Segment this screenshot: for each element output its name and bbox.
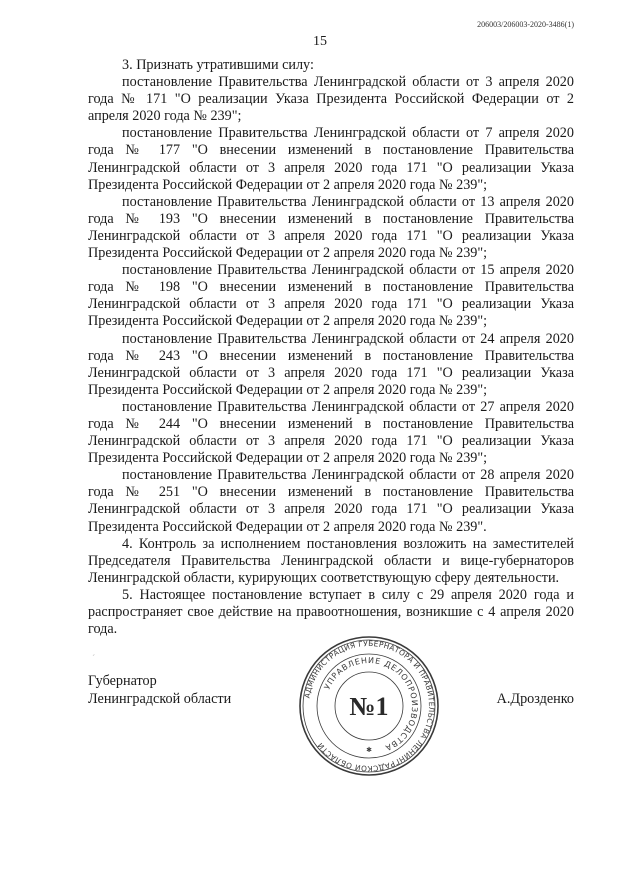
- signatory-title-line1: Губернатор: [88, 673, 157, 689]
- repealed-resolution-244: постановление Правительства Ленинградской области от 27 апреля 2020 года № 244 "О внесении изменений в постановление Правительства Ленинградской области от 3 апреля 2020 года 171 "О реализации Указа Президента Российской Федерации от 2 апреля 2020 года № 239";: [88, 398, 574, 467]
- official-seal: [298, 635, 440, 777]
- repealed-resolution-171: постановление Правительства Ленинградской области от 3 апреля 2020 года № 171 "О реализации Указа Президента Российской Федерации от 2 апреля 2020 года № 239";: [88, 74, 574, 125]
- signatory-name: А.Дрозденко: [496, 691, 574, 707]
- document-number: 206003/206003-2020-3486(1): [477, 20, 574, 29]
- signatory-title-line2: Ленинградской области: [88, 691, 232, 707]
- paragraph-item-3: 3. Признать утратившими силу:: [122, 57, 314, 73]
- paragraph-item-4: 4. Контроль за исполнением постановления возложить на заместителей Председателя Правительства Ленинградской области и вице-губернаторов Ленинградской области, курирующих соответствующую сферу деятельности.: [88, 535, 574, 586]
- seal-number: №1: [349, 692, 389, 721]
- seal-star-icon: ✱: [366, 746, 372, 754]
- repealed-resolution-177: постановление Правительства Ленинградской области от 7 апреля 2020 года № 177 "О внесении изменений в постановление Правительства Ленинградской области от 3 апреля 2020 года 171 "О реализации Указа Президента Российской Федерации от 2 апреля 2020 года № 239";: [88, 125, 574, 193]
- repealed-resolution-243: постановление Правительства Ленинградской области от 24 апреля 2020 года № 243 "О внесении изменений в постановление Правительства Ленинградской области от 3 апреля 2020 года 171 "О реализации Указа Президента Российской Федерации от 2 апреля 2020 года № 239";: [88, 330, 574, 398]
- repealed-resolution-198: постановление Правительства Ленинградской области от 15 апреля 2020 года № 198 "О внесении изменений в постановление Правительства Ленинградской области от 3 апреля 2020 года 171 "О реализации Указа Президента Российской Федерации от 2 апреля 2020 года № 239";: [88, 262, 574, 330]
- signatory-title: [88, 672, 231, 708]
- repealed-resolution-193: постановление Правительства Ленинградской области от 13 апреля 2020 года № 193 "О внесении изменений в постановление Правительства Ленинградской области от 3 апреля 2020 года 171 "О реализации Указа Президента Российской Федерации от 2 апреля 2020 года № 239";: [88, 193, 574, 262]
- seal-inner-text: УПРАВЛЕНИЕ ДЕЛОПРОИЗВОДСТВА: [322, 655, 420, 753]
- paragraph-item-5: 5. Настоящее постановление вступает в силу с 29 апреля 2020 года и распространяет свое действие на правоотношения, возникшие с 4 апреля 2020 года.: [88, 586, 574, 638]
- repealed-resolution-251: постановление Правительства Ленинградской области от 28 апреля 2020 года № 251 "О внесении изменений в постановление Правительства Ленинградской области от 3 апреля 2020 года 171 "О реализации Указа Президента Российской Федерации от 2 апреля 2020 года № 239".: [88, 467, 574, 535]
- document-body: [88, 57, 574, 638]
- page-number: 15: [313, 34, 327, 49]
- scan-mark: ˊ: [92, 654, 96, 665]
- seal-outer-text: АДМИНИСТРАЦИЯ ГУБЕРНАТОРА И ПРАВИТЕЛЬСТВА ЛЕНИНГРАДСКОЙ ОБЛАСТИ: [302, 638, 437, 774]
